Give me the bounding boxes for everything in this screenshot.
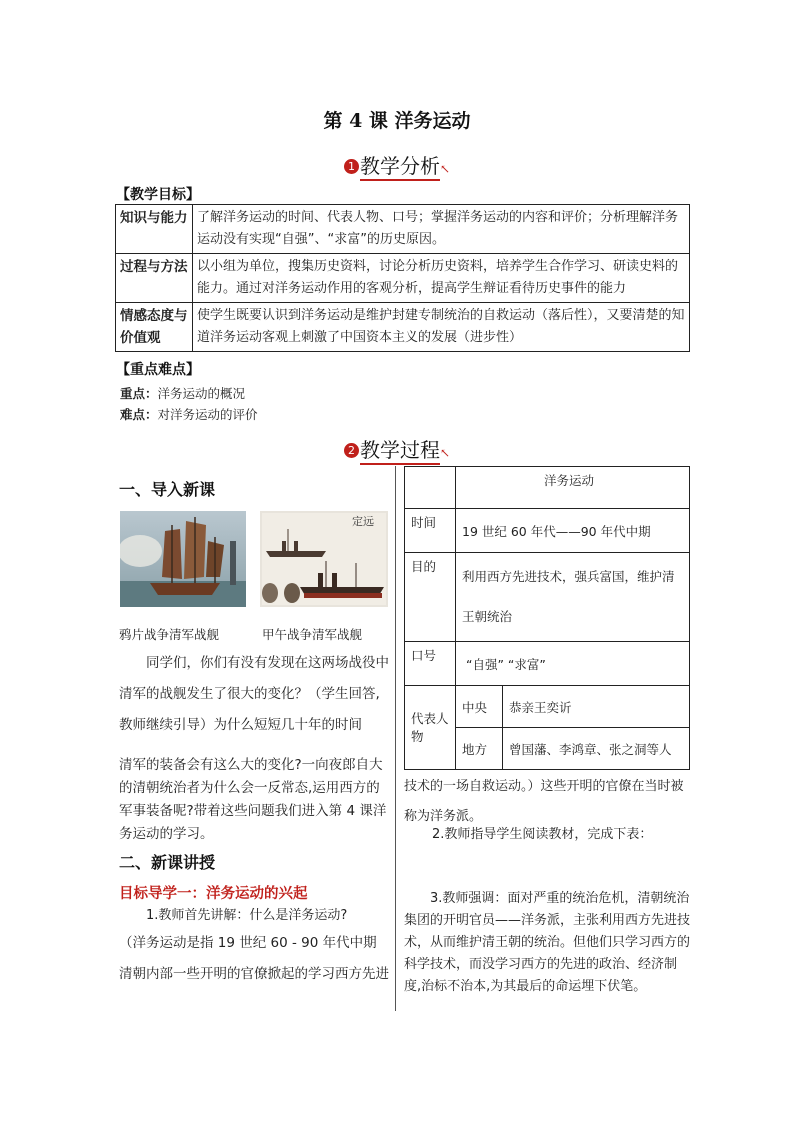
row-label-slogan: 口号 xyxy=(405,642,456,686)
focus-text: 洋务运动的概况 xyxy=(157,386,246,401)
teaching-goals-table xyxy=(115,204,690,352)
image-badge-text: 定远 xyxy=(352,515,374,528)
goal1-heading: 目标导学一：洋务运动的兴起 xyxy=(119,886,308,902)
goal-key: 情感态度与价值观 xyxy=(116,303,193,352)
goal-value: 使学生既要认识到洋务运动是维护封建专制统治的自救运动（落后性），又要清楚的知道洋务运动客观上刺激了中国资本主义的发展（进步性） xyxy=(193,303,690,352)
step1-text: 1.教师首先讲解：什么是洋务运动? xyxy=(146,908,348,923)
difficulty-label: 难点： xyxy=(120,407,158,422)
intro-paragraph-2: 清军的装备会有这么大的变化?一向夜郎自大的清朝统治者为什么会一反常态,运用西方的军事装备呢?带着这些问题我们进入第 4 课洋务运动的学习。 xyxy=(119,757,387,842)
teaching-goals-heading: 【教学目标】 xyxy=(116,187,200,203)
section-label: 教学分析 xyxy=(360,154,440,181)
answer-continuation: 技术的一场自救运动。）这些开明的官僚在当时被称为洋务派。 xyxy=(404,779,684,824)
table-row xyxy=(116,303,690,352)
image-caption-1: 鸦片战争清军战舰 xyxy=(119,627,220,642)
table-row xyxy=(405,509,690,553)
key-points-heading: 【重点难点】 xyxy=(116,362,200,378)
new-lesson-heading: 二、新课讲授 xyxy=(119,853,216,872)
row-value-slogan: “自强” “求富” xyxy=(456,642,690,686)
table-header: 洋务运动 xyxy=(456,467,690,509)
arrow-icon: ↖ xyxy=(439,162,451,176)
sub-value-central: 恭亲王奕䜣 xyxy=(503,686,690,728)
section-heading-process xyxy=(0,434,794,463)
difficulty-text: 对洋务运动的评价 xyxy=(157,407,258,422)
difficulty-line xyxy=(120,405,258,423)
table-row xyxy=(405,553,690,642)
arrow-icon: ↖ xyxy=(439,446,451,460)
westernization-movement-table xyxy=(404,466,690,770)
image-caption-2: 甲午战争清军战舰 xyxy=(262,627,363,642)
goal-value: 了解洋务运动的时间、代表人物、口号；掌握洋务运动的内容和评价；分析理解洋务运动没有实现“自强”、“求富”的历史原因。 xyxy=(193,205,690,254)
table-corner-cell xyxy=(405,467,456,509)
goal-key: 知识与能力 xyxy=(116,205,193,254)
table-row xyxy=(405,467,690,509)
opium-war-warship-image xyxy=(120,511,246,607)
sub-label-central: 中央 xyxy=(456,686,503,728)
table-row xyxy=(405,642,690,686)
intro-heading: 一、导入新课 xyxy=(119,480,216,499)
row-label-purpose: 目的 xyxy=(405,553,456,642)
sub-value-local: 曾国藩、李鸿章、张之洞等人 xyxy=(503,728,690,770)
goal-value: 以小组为单位，搜集历史资料，讨论分析历史资料，培养学生合作学习、研读史料的能力。通过对洋务运动作用的客观分析，提高学生辩证看待历史事件的能力 xyxy=(193,254,690,303)
focus-line xyxy=(120,384,245,402)
number-badge: 2 xyxy=(344,443,359,458)
column-divider xyxy=(395,466,396,1011)
sub-label-local: 地方 xyxy=(456,728,503,770)
row-label-people: 代表人物 xyxy=(405,686,456,770)
section-label: 教学过程 xyxy=(360,438,440,465)
number-badge: 1 xyxy=(344,159,359,174)
intro-paragraph-1: 同学们，你们有没有发现在这两场战役中清军的战舰发生了很大的变化？（学生回答,教师继续引导）为什么短短几十年的时间 xyxy=(119,655,389,733)
goal-key: 过程与方法 xyxy=(116,254,193,303)
row-value-time: 19 世纪 60 年代——90 年代中期 xyxy=(456,509,690,553)
step3-text: 3.教师强调：面对严重的统治危机，清朝统治集团的开明官员——洋务派，主张利用西方先进技术，从而维护清王朝的统治。但他们只学习西方的科学技术，而没学习西方的先进的政治、经济制度,治标不治本,为其最后的命运埋下伏笔。 xyxy=(404,891,691,994)
table-row xyxy=(116,205,690,254)
first-sino-japanese-war-warship-image xyxy=(260,511,388,607)
row-label-time: 时间 xyxy=(405,509,456,553)
focus-label: 重点： xyxy=(120,386,158,401)
step1-answer: （洋务运动是指 19 世纪 60 - 90 年代中期清朝内部一些开明的官僚掀起的学习西方先进 xyxy=(119,935,389,982)
row-value-purpose: 利用西方先进技术，强兵富国，维护清王朝统治 xyxy=(456,553,690,642)
table-row xyxy=(116,254,690,303)
page-title: 第 4 课 洋务运动 xyxy=(323,110,471,132)
section-heading-analysis xyxy=(0,150,794,179)
step2-text: 2.教师指导学生阅读教材，完成下表： xyxy=(432,827,653,842)
table-row xyxy=(405,686,690,728)
